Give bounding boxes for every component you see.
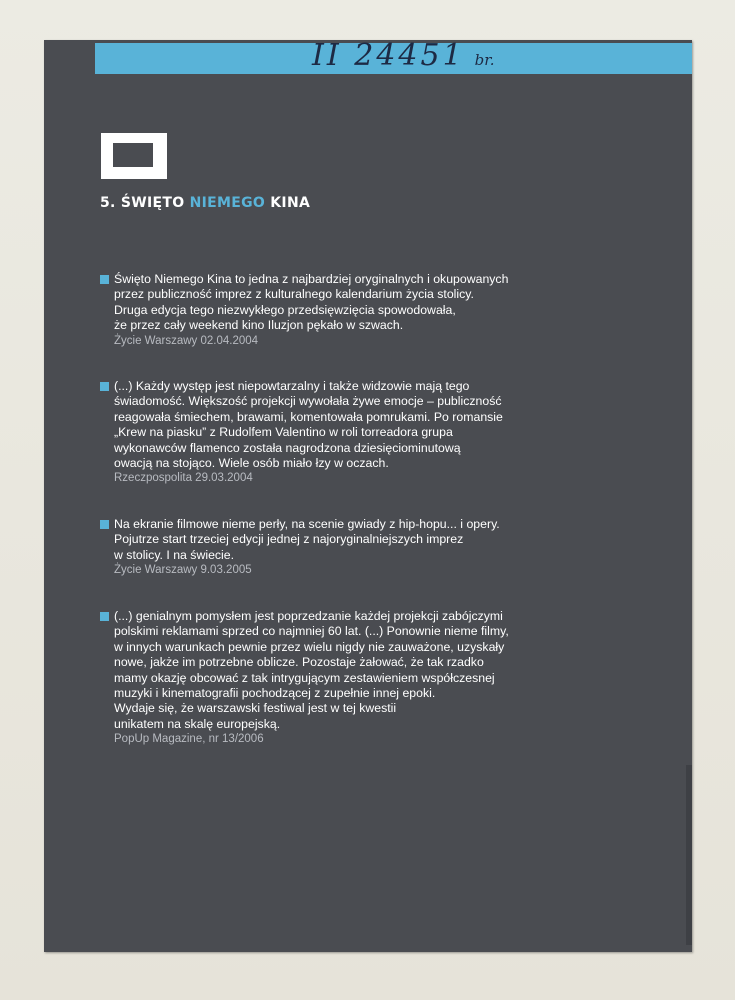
quote-line: reagowała śmiechem, brawami, komentowała pomrukami. Po romansie xyxy=(114,409,503,424)
quote-line: mamy okazję obcować z tak intrygującym zestawieniem współczesnej xyxy=(114,670,495,685)
quote-line: Druga edycja tego niezwykłego przedsięwzięcia spowodowała, xyxy=(114,302,456,317)
quote-line: „Krew na piasku” z Rudolfem Valentino w roli torreadora grupa xyxy=(114,425,453,440)
handwritten-number: II 24451 xyxy=(312,38,465,73)
quote-line: polskimi reklamami sprzed co najmniej 60 lat. (...) Ponownie nieme filmy, xyxy=(114,624,509,639)
blue-square-bullet-icon xyxy=(100,612,109,621)
blue-square-bullet-icon xyxy=(100,275,109,284)
page-edge-shadow xyxy=(686,765,692,945)
quote-line: że przez cały weekend kino Iluzjon pękało w szwach. xyxy=(114,318,404,333)
press-quote xyxy=(100,609,590,748)
section-title-part3: KINA xyxy=(270,195,311,211)
quote-source: PopUp Magazine, nr 13/2006 xyxy=(114,733,264,746)
quote-source: Życie Warszawy 02.04.2004 xyxy=(114,334,259,347)
quote-line: Na ekranie filmowe nieme perły, na scenie gwiady z hip-hopu... i opery. xyxy=(114,517,500,531)
handwritten-catalog-number xyxy=(312,38,495,73)
quote-line: owacją na stojąco. Wiele osób miało łzy w oczach. xyxy=(114,456,389,471)
screen-frame-logo xyxy=(101,133,167,179)
blue-square-bullet-icon xyxy=(100,382,109,391)
section-title-part1: ŚWIĘTO xyxy=(120,195,185,211)
quote-line: nowe, jakże im potrzebne oblicze. Pozostaje żałować, że tak rzadko xyxy=(114,655,484,670)
quote-line: w innych warunkach pewnie przez wielu nigdy nie zauważone, uzyskały xyxy=(114,639,505,654)
quote-line: Wydaje się, że warszawski festiwal jest w tej kwestii xyxy=(114,701,397,716)
quote-line: w stolicy. I na świecie. xyxy=(114,547,235,562)
blue-square-bullet-icon xyxy=(100,520,109,529)
quote-source: Życie Warszawy 9.03.2005 xyxy=(114,564,252,577)
quote-line: przez publiczność imprez z kulturalnego kalendarium życia stolicy. xyxy=(114,287,474,302)
quote-line: (...) Każdy występ jest niepowtarzalny i także widzowie mają tego xyxy=(114,379,470,393)
handwritten-suffix: br. xyxy=(474,51,495,69)
quote-line: Święto Niemego Kina to jedna z najbardziej oryginalnych i okupowanych xyxy=(114,272,509,286)
screen-frame-logo-inner xyxy=(113,143,153,167)
press-quote xyxy=(100,517,590,579)
quote-line: świadomość. Większość projekcji wywołała żywe emocje – publiczność xyxy=(114,394,502,409)
quote-line: (...) genialnym pomysłem jest poprzedzanie każdej projekcji zabójczymi xyxy=(114,609,503,623)
section-number: 5. xyxy=(100,195,116,211)
quote-line: unikatem na skalę europejską. xyxy=(114,716,281,731)
section-title xyxy=(100,195,310,211)
quote-line: wykonawców flamenco została nagrodzona dziesięciominutową xyxy=(114,440,461,455)
press-quote xyxy=(100,272,590,349)
quote-source: Rzeczpospolita 29.03.2004 xyxy=(114,472,253,485)
section-title-highlight: NIEMEGO xyxy=(189,195,266,211)
quote-line: Pojutrze start trzeciej edycji jednej z najoryginalniejszych imprez xyxy=(114,532,464,547)
press-quote xyxy=(100,379,590,487)
quote-line: muzyki i kinematografii pochodzącej z zupełnie innej epoki. xyxy=(114,686,436,701)
